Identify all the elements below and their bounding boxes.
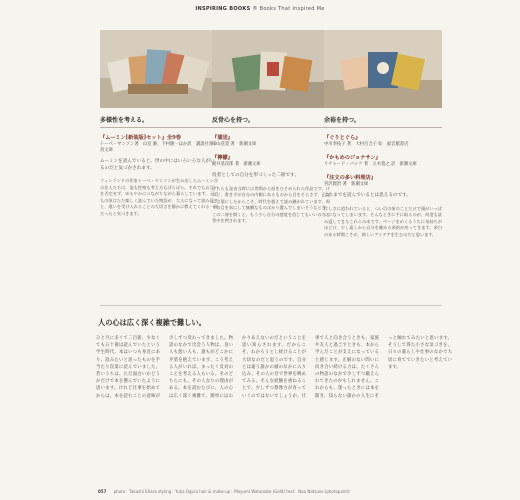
book-title: 『かもめのジョナサン』 — [324, 155, 381, 161]
book-title: 『ぐりとぐら』 — [324, 135, 361, 141]
book-entry — [212, 135, 330, 148]
page-header — [0, 6, 520, 12]
book-credit: トーベ・ヤンソン著 山室 静、下村隆一ほか訳 講談社青い鳥文庫 — [100, 142, 218, 153]
book-credit: 中川李枝子 著 大村百合子 絵 福音館書店 — [324, 142, 409, 147]
header-subtitle: ® Books That Inspired Me — [252, 6, 325, 12]
column-heading: 余裕を持つ。 — [324, 116, 442, 128]
books-stack-photo — [100, 30, 218, 108]
page-number: 057 — [98, 489, 107, 494]
books-picturebooks-photo — [324, 30, 442, 108]
photo-credits: photo：Takashi Ehara styling：Yuka Oguro hair & make-up：Mayumi Watanabe (Gold) text：Nao Natsuse (photopoint) — [113, 489, 350, 494]
book-title: 『檸檬』 — [212, 155, 233, 161]
book-credit: 梶井基次郎 著 新潮文庫 — [212, 162, 261, 167]
column-body: フィンランドの作家トーベ・ヤンソンが生み出したムーミン谷の住人たちは、姿も性格も考え方もばらばら。それでもお互いを否定せず、ゆるやかにつながりながら暮らしています。子どもの頃はただ楽しく読んでいた物語が、大人になって読み返すと、違いを受け入れることの大切さを静かに教えてくれる一冊だったと気づきます。 — [100, 178, 218, 216]
column-rebellion — [212, 30, 330, 225]
book-credit: リチャード・バック 著 五木寛之 訳 新潮文庫 — [324, 162, 417, 167]
book-credit: 宮沢賢治 著 新潮文庫 — [324, 182, 369, 187]
book-title: 『ムーミン[新装版]セット』全9巻 — [100, 135, 181, 141]
section-divider — [100, 305, 442, 306]
recommend-text: ムーミンを読んでいると、世の中にはいろいろな人がいるのだと気づかされます。 — [100, 159, 215, 171]
book-entry — [324, 135, 442, 148]
book-entry — [324, 175, 442, 188]
column-leisure — [324, 30, 442, 238]
page-footer — [98, 489, 458, 495]
book-entry — [100, 135, 218, 154]
column-heading: 多様性を考える。 — [100, 116, 218, 128]
recommend-text: これまでを読んでいるとは思えるのです。 — [324, 193, 411, 198]
essay-heading: 人の心は広く深く複雑で難しい。 — [98, 318, 206, 327]
column-diversity — [100, 30, 218, 218]
column-body: どちらも発表当時には世間から眉をひそめられた作品です。けれど、書き手が自分の内側にあるものから目をそらさず、正直に言葉にしたからこそ、時代を超えて読み継がれています。周りの目を気にして無難なものばかり選んでしまいそうなとき、この二冊を開くと、もう少し自分の感覚を信じてもいいのだと背中を押されます。 — [212, 185, 330, 224]
book-title: 『注文の多い料理店』 — [324, 175, 376, 181]
book-credit: 田山花袋 著 新潮文庫 — [212, 142, 257, 147]
book-entry — [324, 155, 442, 168]
column-body: 忙しさに追われていると、つい目の前のことだけで頭がいっぱいになってしまいます。そんなときに手に取るのが、何度も読み返してきたこれらの本です。ページをめくるうちに気持ちがほどけ、少し遠くから自分を眺める余裕が戻ってきます。余白のある時間こそが、新しいアイデアを生むのだと思います。 — [324, 205, 442, 237]
book-entry — [212, 155, 330, 168]
column-heading: 反骨心を持つ。 — [212, 116, 330, 128]
header-brand: INSPIRING BOOKS — [195, 6, 251, 12]
books-paperbacks-photo — [212, 30, 330, 108]
book-title: 『蒲団』 — [212, 135, 233, 141]
recommend-text: 投者としての自分を形づくった二冊です。 — [212, 173, 299, 178]
essay-body: ひと月に多くて二百冊、少なくても五十冊は読んでいたという学生時代。本はいつも身近にあり、読みたいと思ったものを手当たり次第に読んでいました。若いうちは、ただ面白いかどうかだけで本を選んでいたように思います。けれど仕事を始めてからは、本を読むことの意味が少しずつ変わってきました。物語のなかで出会う人物は、良い人も悪い人も、誰もがどこかに矛盾を抱えています。こう考える人がいれば、まったく反対のことを考える人もいる。そのどちらにも、その人なりの理由がある。本を読むたびに、人の心は広く深く複雑で、簡単にはわかりあえないのだということを思い知らされます。だからこそ、わかろうとし続けることが大切なのだと思うのです。自分とは違う誰かの頭のなかに入り込み、その人の目で世界を眺めてみる。そんな経験を重ねることで、少しずつ想像力が育っていくのではないでしょうか。仕事で人と向き合うときも、家族や友人と過ごすときも、本から学んだことが支えになっていると感じます。正解のない問いに向き合い続ける力は、たくさんの物語のなかで少しずつ鍛えられてきたのかもしれません。これからも、迷ったときには本を開き、知らない誰かの人生にそっと触れてみたいと思います。そうして得た小さな気づきを、日々の暮らしや仕事のなかで大切に育てていきたいと考えています。 — [96, 336, 452, 399]
